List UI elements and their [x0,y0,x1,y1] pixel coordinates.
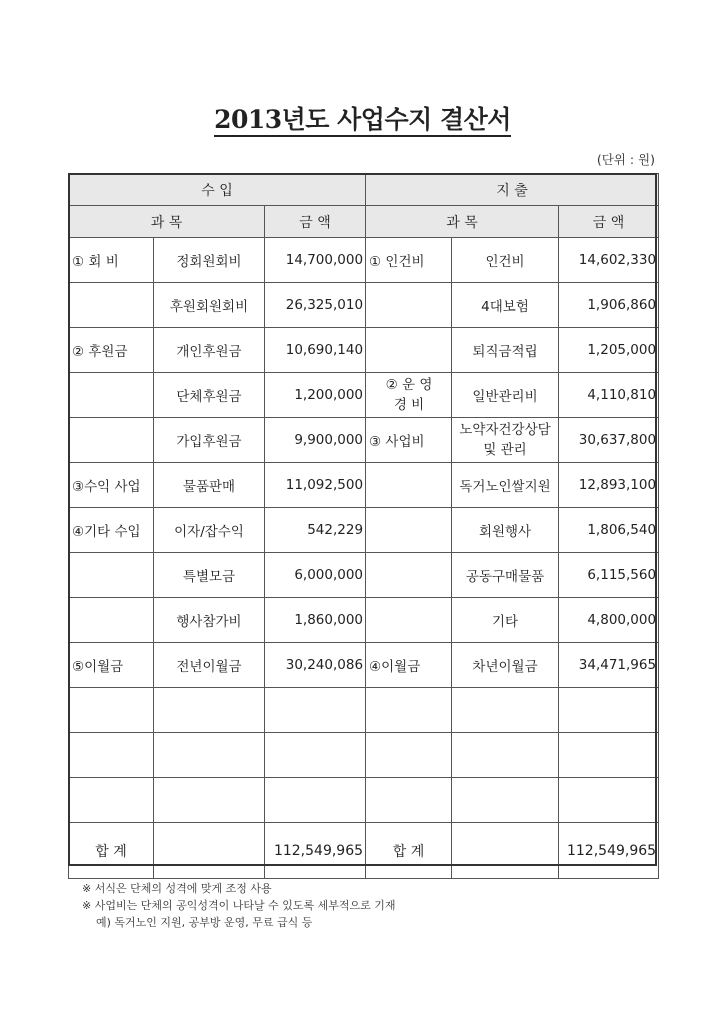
income-category-cell [69,598,154,643]
total-blank-expense [452,823,559,879]
expense-category-cell [366,553,452,598]
income-item-cell: 이자/잡수익 [154,508,265,553]
expense-item-cell: 기타 [452,598,559,643]
income-amount-cell: 14,700,000 [265,238,366,283]
note-2: ※ 사업비는 단체의 공익성격이 나타날 수 있도록 세부적으로 기재 [82,899,396,912]
table-row [69,283,659,328]
expense-amount-cell: 1,205,000 [559,328,659,373]
table-row [69,418,659,463]
note-1: ※ 서식은 단체의 성격에 맞게 조정 사용 [82,882,272,895]
table-row [69,238,659,283]
income-category-cell: ① 회 비 [69,238,154,283]
settlement-table [68,173,659,879]
table-row [69,328,659,373]
expense-amount-cell: 14,602,330 [559,238,659,283]
expense-amount-cell: 30,637,800 [559,418,659,463]
income-amount-cell: 11,092,500 [265,463,366,508]
table-row [69,373,659,418]
income-item-cell: 전년이월금 [154,643,265,688]
expense-amount-cell [559,688,659,733]
expense-category-cell [366,463,452,508]
table-row [69,733,659,778]
total-amount-income: 112,549,965 [265,823,366,879]
income-category-cell [69,373,154,418]
expense-amount-cell [559,733,659,778]
income-item-cell: 정회원회비 [154,238,265,283]
income-category-cell: ③수익 사업 [69,463,154,508]
income-amount-cell: 1,860,000 [265,598,366,643]
expense-category-cell: ③ 사업비 [366,418,452,463]
header-row-2 [69,206,659,238]
total-blank-income [154,823,265,879]
expense-amount-cell: 4,800,000 [559,598,659,643]
expense-amount-cell: 34,471,965 [559,643,659,688]
income-category-cell [69,418,154,463]
expense-category-cell [366,733,452,778]
income-amount-cell: 1,200,000 [265,373,366,418]
income-item-cell: 개인후원금 [154,328,265,373]
income-amount-cell: 6,000,000 [265,553,366,598]
income-category-cell: ④기타 수입 [69,508,154,553]
income-amount-cell [265,778,366,823]
income-amount-cell: 30,240,086 [265,643,366,688]
expense-category-cell: ② 운 영 경 비 [366,373,452,418]
expense-category-cell [366,598,452,643]
income-subject-header: 과 목 [69,206,265,238]
income-amount-cell: 9,900,000 [265,418,366,463]
expense-item-cell: 회원행사 [452,508,559,553]
note-3: 예) 독거노인 지원, 공부방 운영, 무료 급식 등 [96,916,313,929]
expense-category-cell [366,508,452,553]
income-category-cell [69,733,154,778]
expense-item-cell [452,778,559,823]
expense-item-cell: 4대보험 [452,283,559,328]
income-category-cell [69,283,154,328]
income-amount-cell [265,733,366,778]
table-row [69,643,659,688]
income-item-cell: 단체후원금 [154,373,265,418]
document-title [0,100,725,136]
income-amount-header: 금 액 [265,206,366,238]
table-row [69,688,659,733]
table-row [69,508,659,553]
expense-category-cell [366,328,452,373]
income-amount-cell: 10,690,140 [265,328,366,373]
table-row [69,778,659,823]
income-item-cell: 후원회원회비 [154,283,265,328]
expense-category-cell: ④이월금 [366,643,452,688]
income-item-cell [154,688,265,733]
income-category-cell: ② 후원금 [69,328,154,373]
expense-item-cell: 퇴직금적립 [452,328,559,373]
income-amount-cell [265,688,366,733]
income-item-cell: 가입후원금 [154,418,265,463]
expense-item-cell: 일반관리비 [452,373,559,418]
income-category-cell [69,553,154,598]
expense-amount-cell [559,778,659,823]
total-row [69,823,659,879]
income-item-cell [154,778,265,823]
expense-category-cell [366,778,452,823]
expense-amount-header: 금 액 [559,206,659,238]
table-row [69,553,659,598]
table-row [69,463,659,508]
total-label-income: 합 계 [69,823,154,879]
expense-category-cell: ① 인건비 [366,238,452,283]
table-row [69,598,659,643]
expense-item-cell [452,733,559,778]
expense-amount-cell: 12,893,100 [559,463,659,508]
total-label-expense: 합 계 [366,823,452,879]
document-title-text: 2013년도 사업수지 결산서 [214,105,511,137]
expense-amount-cell: 6,115,560 [559,553,659,598]
income-item-cell: 행사참가비 [154,598,265,643]
income-amount-cell: 26,325,010 [265,283,366,328]
income-item-cell: 물품판매 [154,463,265,508]
income-header: 수 입 [69,174,366,206]
income-item-cell: 특별모금 [154,553,265,598]
expense-category-cell [366,283,452,328]
expense-subject-header: 과 목 [366,206,559,238]
income-category-cell: ⑤이월금 [69,643,154,688]
unit-label: (단위 : 원) [596,152,655,167]
income-item-cell [154,733,265,778]
total-amount-expense: 112,549,965 [559,823,659,879]
header-row-1 [69,174,659,206]
expense-item-cell: 차년이월금 [452,643,559,688]
expense-item-cell: 노약자건강상담 및 관리 [452,418,559,463]
expense-amount-cell: 1,906,860 [559,283,659,328]
expense-item-cell: 공동구매물품 [452,553,559,598]
expense-item-cell [452,688,559,733]
notes [82,880,395,931]
expense-amount-cell: 4,110,810 [559,373,659,418]
income-category-cell [69,688,154,733]
income-category-cell [69,778,154,823]
expense-item-cell: 독거노인쌀지원 [452,463,559,508]
income-amount-cell: 542,229 [265,508,366,553]
expense-item-cell: 인건비 [452,238,559,283]
expense-amount-cell: 1,806,540 [559,508,659,553]
expense-header: 지 출 [366,174,659,206]
expense-category-cell [366,688,452,733]
